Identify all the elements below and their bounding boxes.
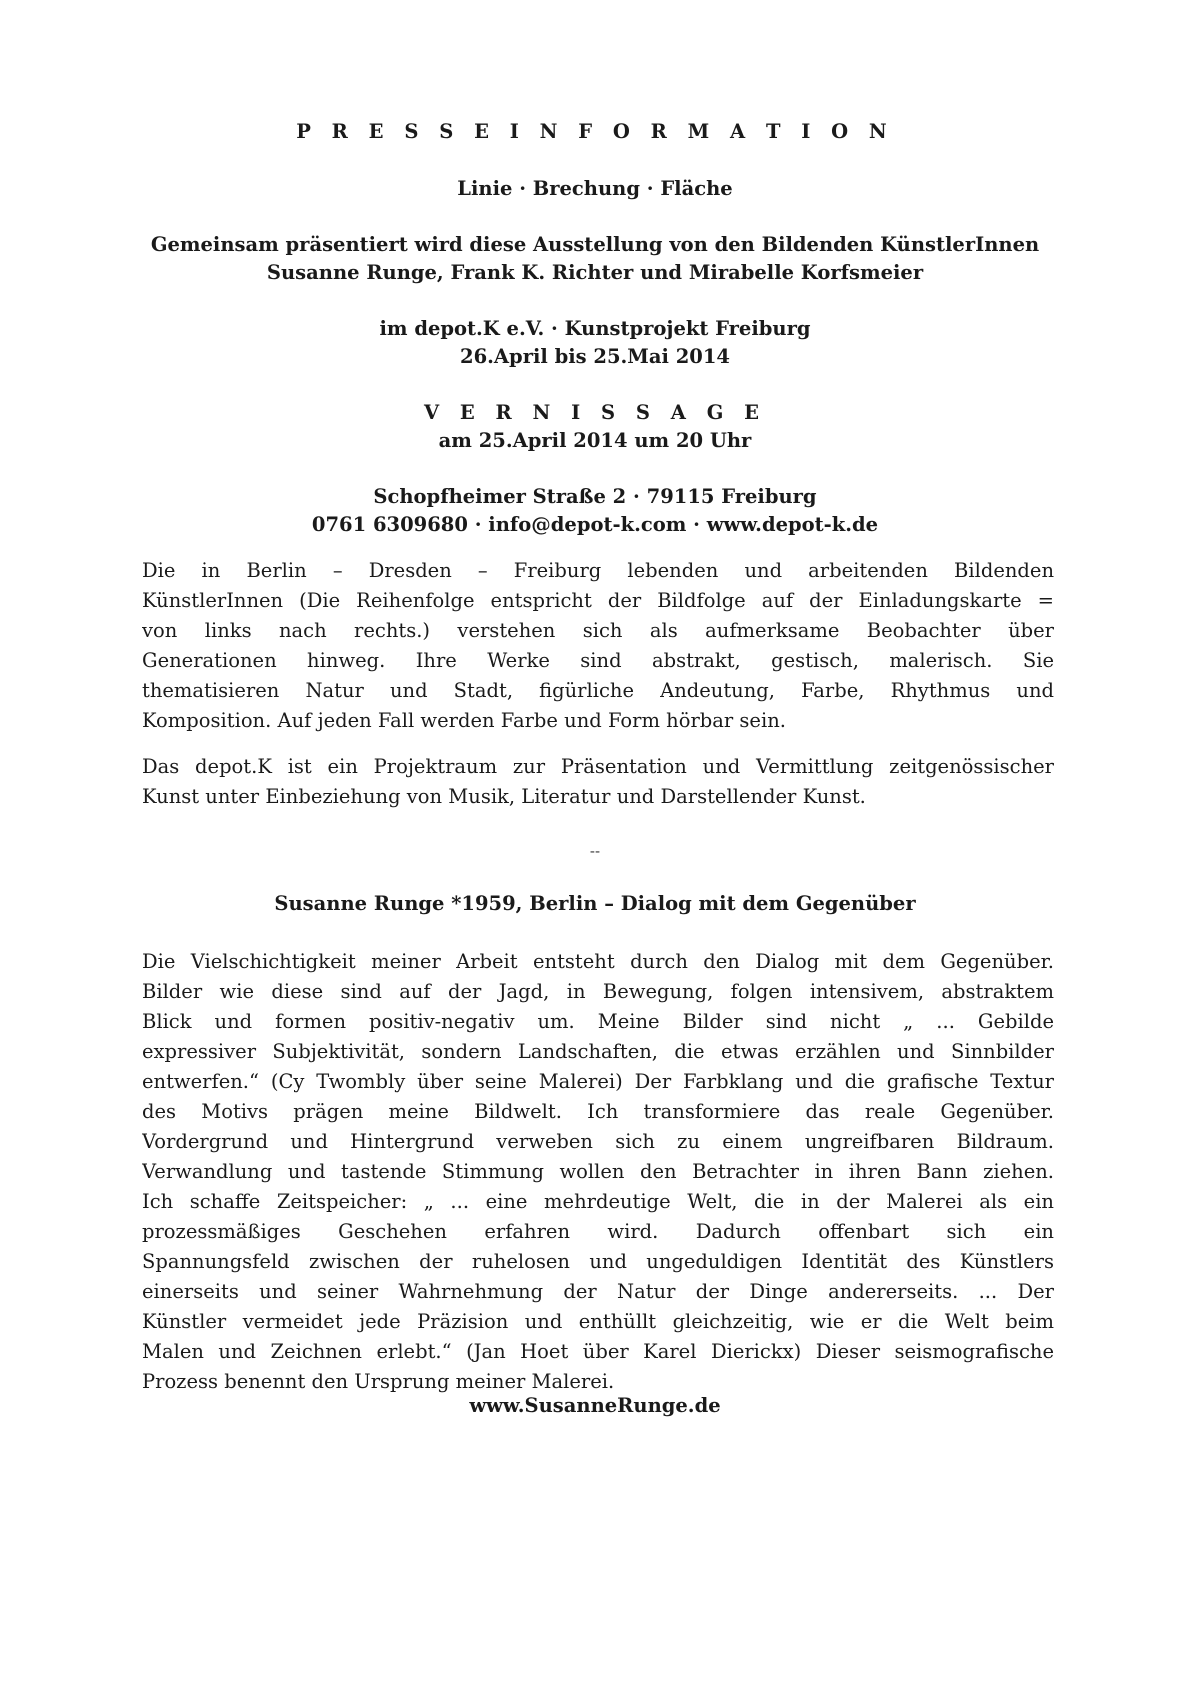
paragraph-line: Vordergrund und Hintergrund verweben sich zu einem ungreifbaren Bildraum. — [142, 1130, 1054, 1153]
paragraph-line: KünstlerInnen (Die Reihenfolge entspricht der Bildfolge auf der Einladungskarte = — [142, 589, 1054, 612]
venue-paragraph — [142, 752, 1054, 812]
exhibition-title: Linie · Brechung · Fläche — [457, 177, 733, 200]
document-title: P R E S S E I N F O R M A T I O N — [296, 120, 894, 143]
paragraph-line: entwerfen.“ (Cy Twombly über seine Malerei) Der Farbklang und die grafische Textur — [142, 1070, 1054, 1093]
paragraph-line: Komposition. Auf jeden Fall werden Farbe und Form hörbar sein. — [142, 709, 786, 732]
artist-website-link[interactable]: www.SusanneRunge.de — [469, 1394, 721, 1417]
paragraph-line: Blick und formen positiv-negativ um. Meine Bilder sind nicht „ ... Gebilde — [142, 1010, 1054, 1033]
paragraph-line: einerseits und seiner Wahrnehmung der Natur der Dinge andererseits. ... Der — [142, 1280, 1054, 1303]
paragraph-line: Ich schaffe Zeitspeicher: „ ... eine mehrdeutige Welt, die in der Malerei als ein — [142, 1190, 1054, 1213]
exhibition-dates: 26.April bis 25.Mai 2014 — [460, 345, 730, 368]
vernissage-date: am 25.April 2014 um 20 Uhr — [438, 429, 752, 452]
paragraph-line: thematisieren Natur und Stadt, figürliche Andeutung, Farbe, Rhythmus und — [142, 679, 1054, 702]
intro-line-1: Gemeinsam präsentiert wird diese Ausstellung von den Bildenden KünstlerInnen — [150, 233, 1040, 256]
paragraph-line: Generationen hinweg. Ihre Werke sind abstrakt, gestisch, malerisch. Sie — [142, 649, 1054, 672]
paragraph-line: Das depot.K ist ein Projektraum zur Präsentation und Vermittlung zeitgenössischer — [142, 755, 1054, 778]
artist-statement-paragraph — [142, 947, 1054, 1397]
paragraph-line: Malen und Zeichnen erlebt.“ (Jan Hoet über Karel Dierickx) Dieser seismografische — [142, 1340, 1054, 1363]
intro-line-2: Susanne Runge, Frank K. Richter und Mirabelle Korfsmeier — [266, 261, 924, 284]
paragraph-line: Künstler vermeidet jede Präzision und enthüllt gleichzeitig, wie er die Welt beim — [142, 1310, 1054, 1333]
venue-line: im depot.K e.V. · Kunstprojekt Freiburg — [379, 317, 811, 340]
paragraph-line: prozessmäßiges Geschehen erfahren wird. Dadurch offenbart sich ein — [142, 1220, 1054, 1243]
paragraph-line: von links nach rechts.) verstehen sich als aufmerksame Beobachter über — [142, 619, 1054, 642]
vernissage-label: V E R N I S S A G E — [423, 401, 767, 424]
paragraph-line: Die in Berlin – Dresden – Freiburg lebenden und arbeitenden Bildenden — [142, 559, 1054, 582]
paragraph-line: Spannungsfeld zwischen der ruhelosen und ungeduldigen Identität des Künstlers — [142, 1250, 1054, 1273]
paragraph-line: des Motivs prägen meine Bildwelt. Ich transformiere das reale Gegenüber. — [142, 1100, 1054, 1123]
artist-heading: Susanne Runge *1959, Berlin – Dialog mit dem Gegenüber — [274, 892, 916, 915]
address-line: Schopfheimer Straße 2 · 79115 Freiburg — [373, 485, 817, 508]
paragraph-line: Bilder wie diese sind auf der Jagd, in Bewegung, folgen intensivem, abstraktem — [142, 980, 1054, 1003]
paragraph-line: Prozess benennt den Ursprung meiner Malerei. — [142, 1370, 615, 1393]
contact-line: 0761 6309680 · info@depot-k.com · www.depot-k.de — [311, 513, 879, 536]
separator: -- — [589, 842, 601, 860]
description-paragraph — [142, 556, 1054, 736]
paragraph-line: expressiver Subjektivität, sondern Landschaften, die etwas erzählen und Sinnbilder — [142, 1040, 1054, 1063]
paragraph-line: Die Vielschichtigkeit meiner Arbeit entsteht durch den Dialog mit dem Gegenüber. — [142, 950, 1054, 973]
paragraph-line: Verwandlung und tastende Stimmung wollen den Betrachter in ihren Bann ziehen. — [142, 1160, 1054, 1183]
paragraph-line: Kunst unter Einbeziehung von Musik, Literatur und Darstellender Kunst. — [142, 785, 866, 808]
